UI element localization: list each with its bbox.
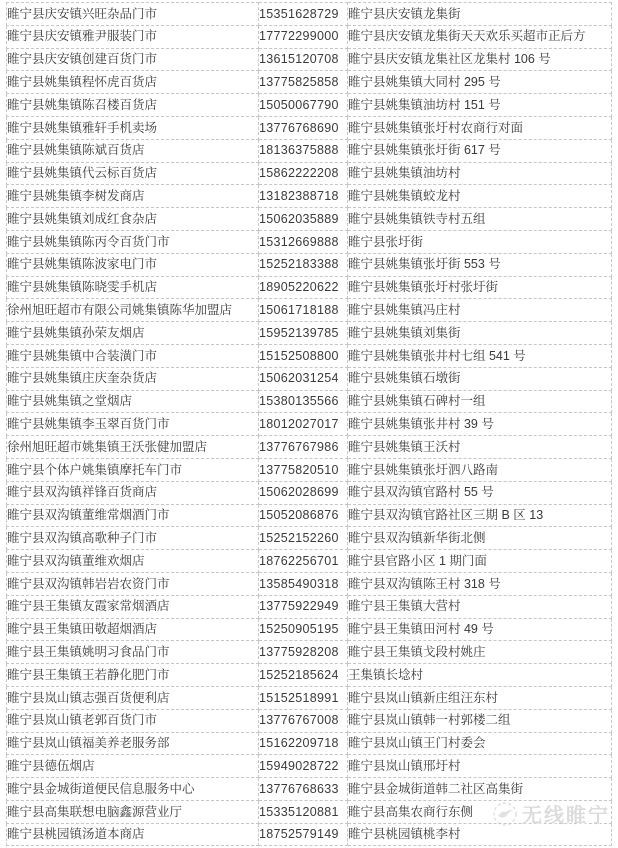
store-name-cell: 睢宁县双沟镇祥锋百货商店 (7, 481, 259, 504)
table-row (7, 322, 612, 345)
store-name-cell: 睢宁县双沟镇董维常烟酒门市 (7, 504, 259, 527)
table-row (7, 344, 612, 367)
table-row (7, 253, 612, 276)
address-cell: 睢宁县姚集镇石碑村一组 (348, 390, 612, 413)
address-cell: 睢宁县庆安镇龙集街天天欢乐买超市正后方 (348, 25, 612, 48)
table-row (7, 686, 612, 709)
phone-cell: 15252183388 (259, 253, 348, 276)
store-name-cell: 睢宁县王集镇友霞家常烟酒店 (7, 595, 259, 618)
address-cell: 睢宁县姚集镇铁寺村五组 (348, 208, 612, 231)
phone-cell: 15862222208 (259, 162, 348, 185)
store-name-cell: 睢宁县德伍烟店 (7, 755, 259, 778)
phone-cell: 13615120708 (259, 48, 348, 71)
store-name-cell: 睢宁县岚山镇福美养老服务部 (7, 732, 259, 755)
address-cell: 睢宁县双沟镇官路社区三期 B 区 13 (348, 504, 612, 527)
address-cell: 睢宁县庆安镇龙集街 (348, 3, 612, 26)
table-row (7, 276, 612, 299)
table-row (7, 71, 612, 94)
table-row (7, 504, 612, 527)
phone-cell: 15335120881 (259, 800, 348, 823)
phone-cell: 15380135566 (259, 390, 348, 413)
store-name-cell: 睢宁县姚集镇陈召楼百货店 (7, 94, 259, 117)
address-cell: 睢宁县姚集镇蛟龙村 (348, 185, 612, 208)
store-name-cell: 睢宁县庆安镇雅尹服装门市 (7, 25, 259, 48)
address-cell: 睢宁县官路小区 1 期门面 (348, 550, 612, 573)
table-row (7, 664, 612, 687)
store-name-cell: 睢宁县姚集镇刘成红食杂店 (7, 208, 259, 231)
phone-cell: 18136375888 (259, 139, 348, 162)
address-cell: 睢宁县金城街道韩二社区高集街 (348, 778, 612, 801)
table-row (7, 755, 612, 778)
store-name-cell: 睢宁县姚集镇陈斌百货店 (7, 139, 259, 162)
table-row (7, 208, 612, 231)
table-row (7, 299, 612, 322)
address-cell: 睢宁县桃园镇桃李村 (348, 823, 612, 846)
phone-cell: 13775820510 (259, 458, 348, 481)
table-row (7, 778, 612, 801)
phone-cell: 15152508800 (259, 344, 348, 367)
store-name-cell: 睢宁县庆安镇兴旺杂品门市 (7, 3, 259, 26)
store-name-cell: 睢宁县姚集镇李树发商店 (7, 185, 259, 208)
store-name-cell: 睢宁县姚集镇陈波家电门市 (7, 253, 259, 276)
store-name-cell: 睢宁县个体户姚集镇摩托车门市 (7, 458, 259, 481)
phone-cell: 18905220622 (259, 276, 348, 299)
phone-cell: 18762256701 (259, 550, 348, 573)
phone-cell: 15252152260 (259, 527, 348, 550)
address-cell: 睢宁县岚山镇王门村委会 (348, 732, 612, 755)
table-row (7, 550, 612, 573)
store-name-cell: 徐州旭旺超市有限公司姚集镇陈华加盟店 (7, 299, 259, 322)
phone-cell: 15062028699 (259, 481, 348, 504)
phone-cell: 15062031254 (259, 367, 348, 390)
table-row (7, 367, 612, 390)
store-name-cell: 睢宁县高集联想电脑鑫源营业厅 (7, 800, 259, 823)
address-cell: 睢宁县姚集镇石墩街 (348, 367, 612, 390)
address-cell: 睢宁县姚集镇张井村 39 号 (348, 413, 612, 436)
phone-cell: 17772299000 (259, 25, 348, 48)
store-name-cell: 睢宁县金城街道便民信息服务中心 (7, 778, 259, 801)
phone-cell: 13775825858 (259, 71, 348, 94)
address-cell: 睢宁县岚山镇邢圩村 (348, 755, 612, 778)
address-cell: 睢宁县王集镇大营村 (348, 595, 612, 618)
phone-cell: 15351628729 (259, 3, 348, 26)
address-cell: 睢宁县姚集镇张圩街 553 号 (348, 253, 612, 276)
table-row (7, 458, 612, 481)
table-row (7, 390, 612, 413)
phone-cell: 13776767008 (259, 709, 348, 732)
phone-cell: 15949028722 (259, 755, 348, 778)
phone-cell: 13776768633 (259, 778, 348, 801)
store-name-cell: 睢宁县庆安镇创建百货门市 (7, 48, 259, 71)
table-row (7, 139, 612, 162)
store-name-cell: 睢宁县王集镇田敬超烟酒店 (7, 618, 259, 641)
table-row (7, 185, 612, 208)
phone-cell: 15061718188 (259, 299, 348, 322)
phone-cell: 15312669888 (259, 230, 348, 253)
table-row (7, 162, 612, 185)
store-name-cell: 睢宁县王集镇姚明习食品门市 (7, 641, 259, 664)
address-cell: 睢宁县张圩街 (348, 230, 612, 253)
store-name-cell: 睢宁县姚集镇庄庆奎杂货店 (7, 367, 259, 390)
phone-cell: 18752579149 (259, 823, 348, 846)
table-row (7, 116, 612, 139)
table-row (7, 618, 612, 641)
store-name-cell: 睢宁县岚山镇老郭百货门市 (7, 709, 259, 732)
table-row (7, 48, 612, 71)
address-cell: 睢宁县姚集镇大同村 295 号 (348, 71, 612, 94)
phone-cell: 15152518991 (259, 686, 348, 709)
address-cell: 睢宁县姚集镇王沃村 (348, 436, 612, 459)
store-name-cell: 睢宁县姚集镇雅轩手机卖场 (7, 116, 259, 139)
address-cell: 睢宁县王集镇田河村 49 号 (348, 618, 612, 641)
phone-cell: 15252185624 (259, 664, 348, 687)
address-cell: 睢宁县岚山镇韩一村郭楼二组 (348, 709, 612, 732)
address-cell: 睢宁县姚集镇油坊村 (348, 162, 612, 185)
address-cell: 睢宁县王集镇戈段村姚庄 (348, 641, 612, 664)
phone-cell: 15052086876 (259, 504, 348, 527)
phone-cell: 13775928208 (259, 641, 348, 664)
store-name-cell: 睢宁县姚集镇代云标百货店 (7, 162, 259, 185)
phone-cell: 15250905195 (259, 618, 348, 641)
store-name-cell: 睢宁县岚山镇志强百货便利店 (7, 686, 259, 709)
address-cell: 睢宁县姚集镇张圩泗八路南 (348, 458, 612, 481)
store-name-cell: 睢宁县王集镇王若静化肥门市 (7, 664, 259, 687)
table-row (7, 94, 612, 117)
phone-cell: 15162209718 (259, 732, 348, 755)
table-row (7, 436, 612, 459)
store-name-cell: 睢宁县双沟镇高歌种子门市 (7, 527, 259, 550)
store-name-cell: 睢宁县姚集镇中合装潢门市 (7, 344, 259, 367)
table-row (7, 823, 612, 846)
phone-cell: 15952139785 (259, 322, 348, 345)
table-row (7, 527, 612, 550)
table-row (7, 800, 612, 823)
phone-cell: 13182388718 (259, 185, 348, 208)
phone-cell: 15050067790 (259, 94, 348, 117)
address-cell: 睢宁县姚集镇油坊村 151 号 (348, 94, 612, 117)
address-cell: 睢宁县岚山镇新庄组汪东村 (348, 686, 612, 709)
store-name-cell: 睢宁县姚集镇孙荣友烟店 (7, 322, 259, 345)
phone-cell: 13585490318 (259, 572, 348, 595)
phone-cell: 15062035889 (259, 208, 348, 231)
table-row (7, 25, 612, 48)
address-cell: 睢宁县姚集镇张圩村农商行对面 (348, 116, 612, 139)
address-cell: 睢宁县姚集镇冯庄村 (348, 299, 612, 322)
address-cell: 睢宁县姚集镇刘集街 (348, 322, 612, 345)
table-row (7, 732, 612, 755)
address-cell: 睢宁县高集农商行东侧 (348, 800, 612, 823)
store-contact-table (6, 2, 612, 846)
address-cell: 王集镇长埝村 (348, 664, 612, 687)
phone-cell: 13776768690 (259, 116, 348, 139)
phone-cell: 18012027017 (259, 413, 348, 436)
store-name-cell: 睢宁县姚集镇陈丙令百货门市 (7, 230, 259, 253)
store-name-cell: 睢宁县姚集镇陈晓雯手机店 (7, 276, 259, 299)
table-row (7, 230, 612, 253)
store-name-cell: 睢宁县桃园镇汤道本商店 (7, 823, 259, 846)
store-name-cell: 睢宁县姚集镇李玉翠百货门市 (7, 413, 259, 436)
store-table-body (7, 3, 612, 846)
table-row (7, 641, 612, 664)
phone-cell: 13775922949 (259, 595, 348, 618)
address-cell: 睢宁县双沟镇官路村 55 号 (348, 481, 612, 504)
table-row (7, 595, 612, 618)
address-cell: 睢宁县双沟镇新华街北侧 (348, 527, 612, 550)
table-row (7, 3, 612, 26)
store-name-cell: 睢宁县姚集镇之堂烟店 (7, 390, 259, 413)
store-name-cell: 睢宁县姚集镇程怀虎百货店 (7, 71, 259, 94)
store-name-cell: 徐州旭旺超市姚集镇王沃张健加盟店 (7, 436, 259, 459)
address-cell: 睢宁县姚集镇张圩村张圩街 (348, 276, 612, 299)
watermark-label: 无线睢宁 (522, 805, 610, 827)
table-row (7, 481, 612, 504)
table-row (7, 413, 612, 436)
address-cell: 睢宁县双沟镇陈王村 318 号 (348, 572, 612, 595)
address-cell: 睢宁县庆安镇龙集社区龙集村 106 号 (348, 48, 612, 71)
store-name-cell: 睢宁县双沟镇韩岩岩农资门市 (7, 572, 259, 595)
address-cell: 睢宁县姚集镇张圩街 617 号 (348, 139, 612, 162)
phone-cell: 13776767986 (259, 436, 348, 459)
table-row (7, 709, 612, 732)
table-row (7, 572, 612, 595)
store-name-cell: 睢宁县双沟镇董维欢烟店 (7, 550, 259, 573)
address-cell: 睢宁县姚集镇张井村七组 541 号 (348, 344, 612, 367)
